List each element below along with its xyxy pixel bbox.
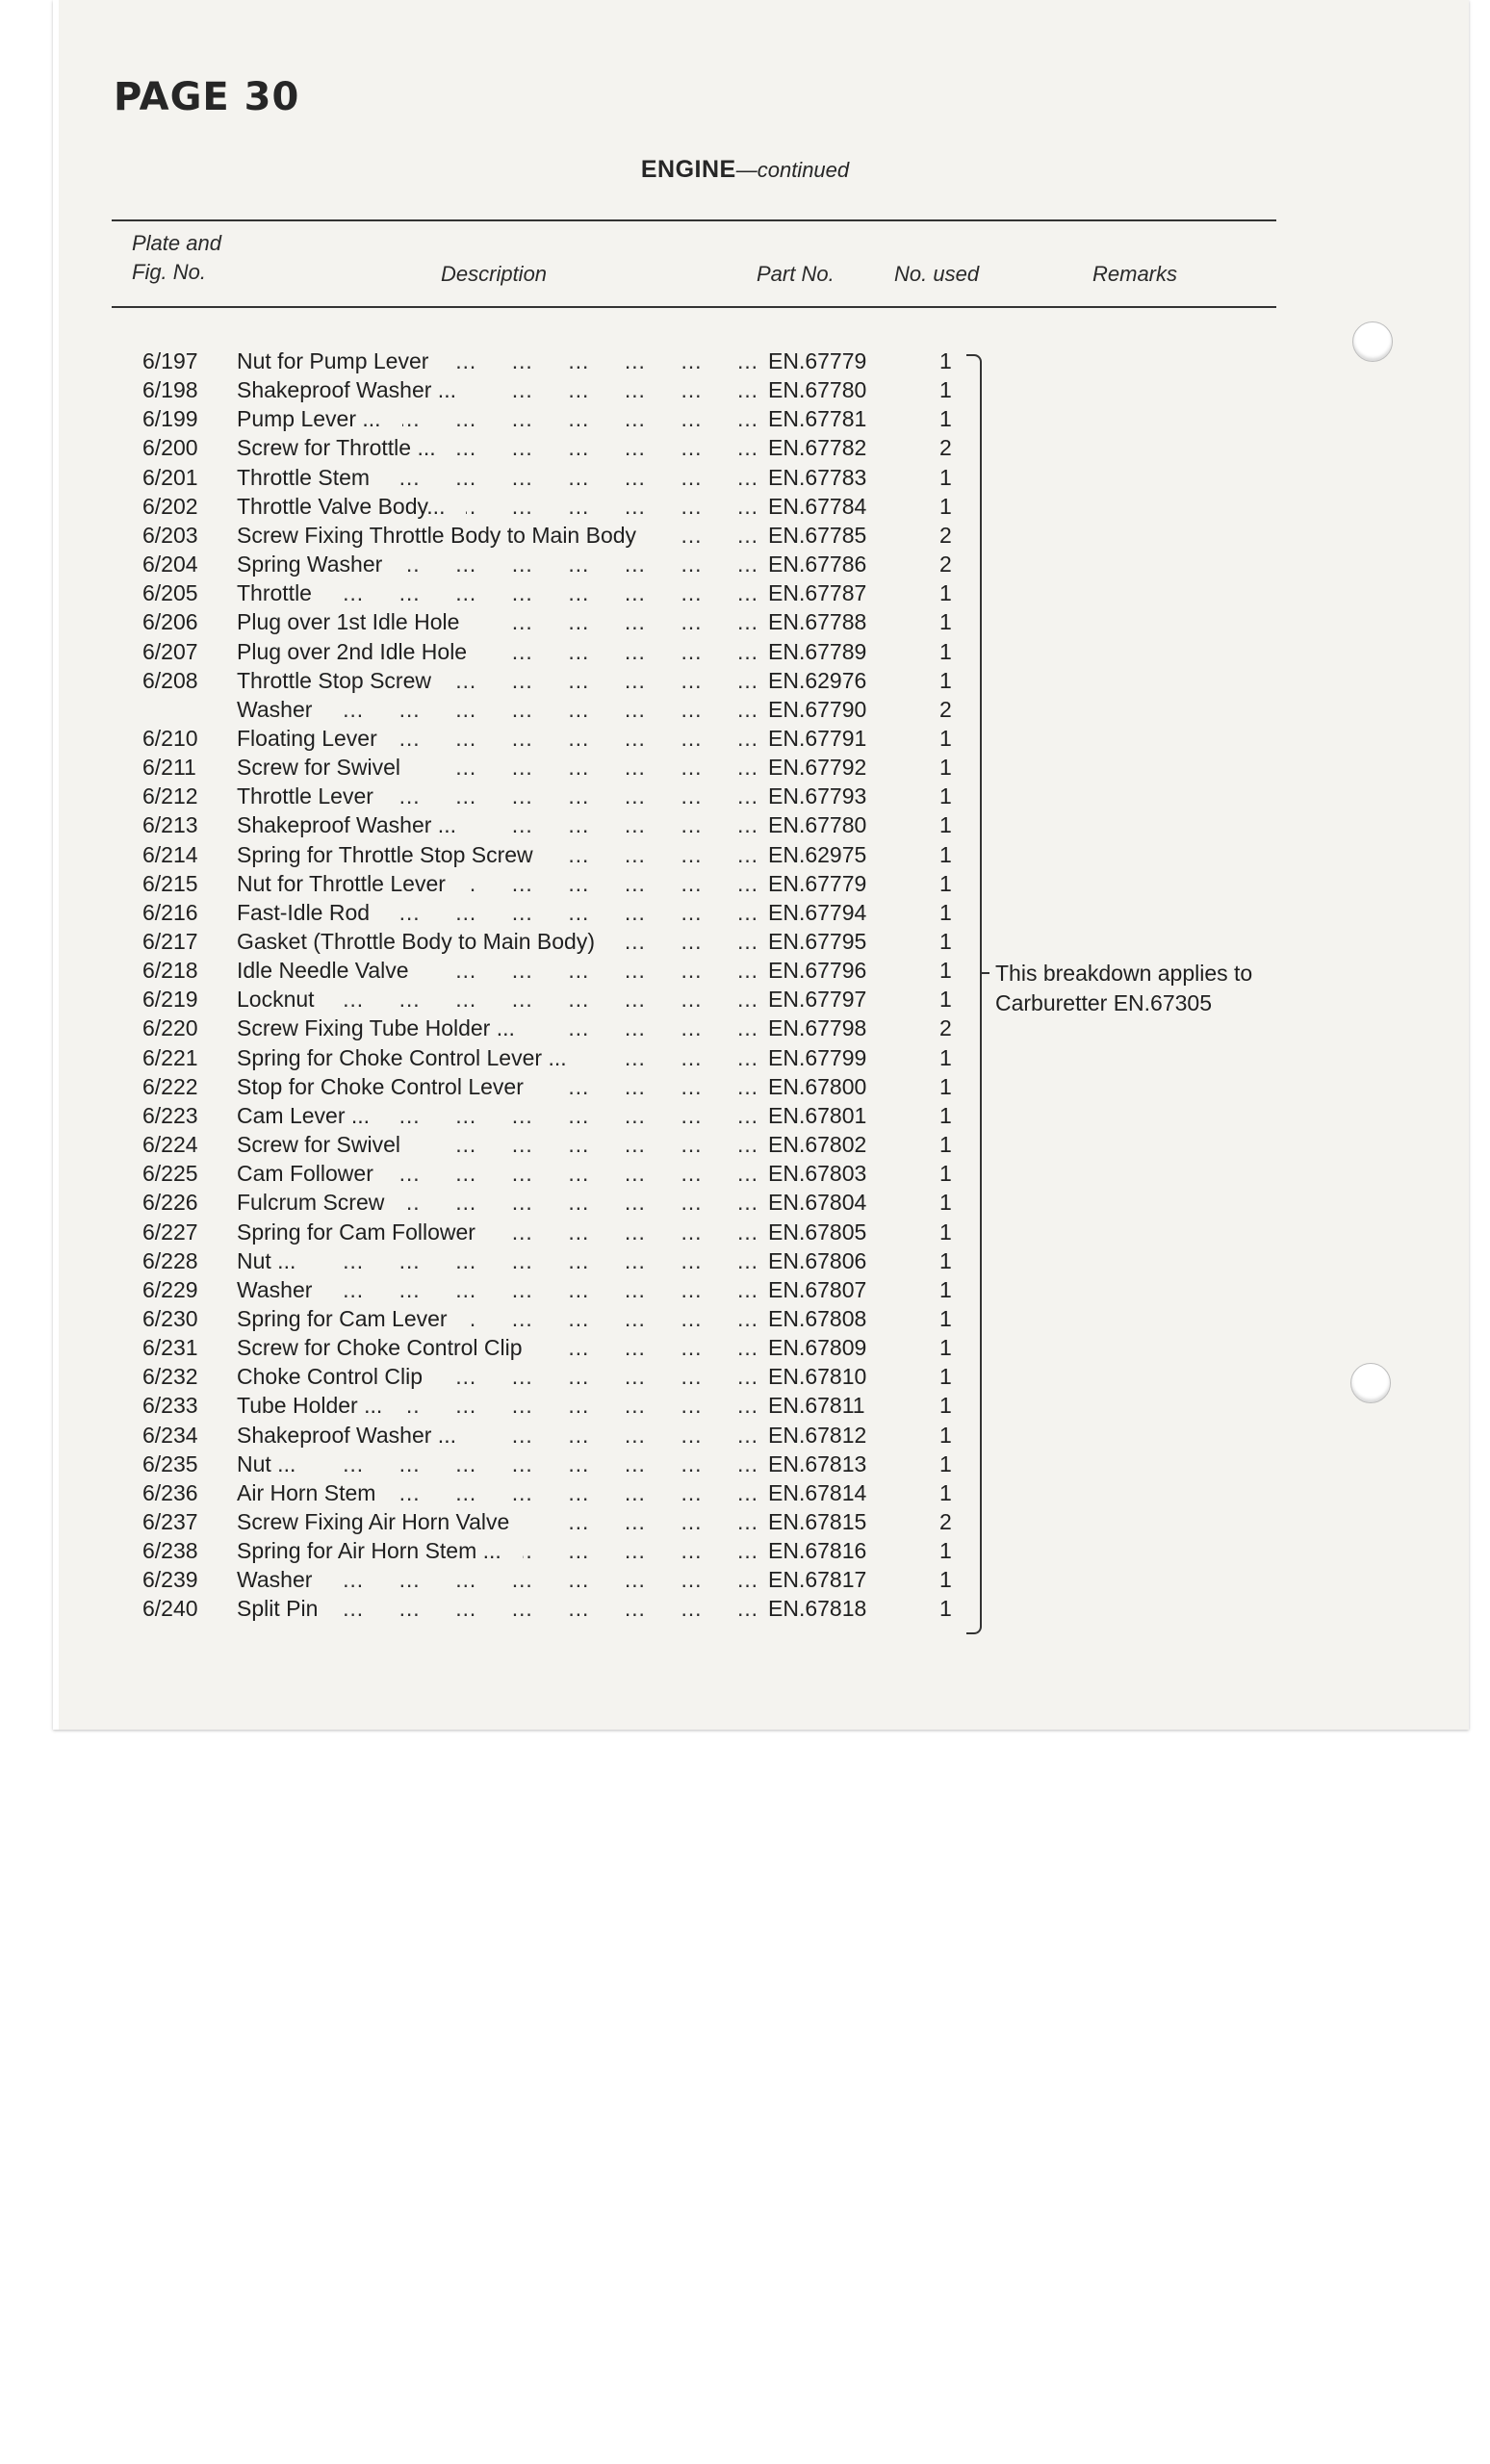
row-description: Screw for Choke Control Clip bbox=[237, 1335, 523, 1361]
row-leader-dots bbox=[452, 666, 760, 695]
table-row bbox=[0, 433, 1490, 462]
row-part-no: EN.67792 bbox=[768, 755, 867, 781]
row-description: Washer bbox=[237, 1276, 313, 1302]
row-description: Plug over 2nd Idle Hole bbox=[237, 638, 468, 664]
row-fig-no: 6/239 bbox=[142, 1567, 198, 1593]
table-row bbox=[0, 985, 1490, 1014]
row-leader-dots bbox=[402, 404, 760, 433]
row-part-no: EN.67818 bbox=[768, 1596, 867, 1622]
row-part-no: EN.67802 bbox=[768, 1132, 867, 1158]
row-no-used: 1 bbox=[939, 493, 952, 519]
row-part-no: EN.62976 bbox=[768, 667, 867, 693]
row-leader-dots bbox=[405, 1188, 760, 1217]
row-description: Gasket (Throttle Body to Main Body) bbox=[237, 929, 595, 954]
row-leader-dots bbox=[333, 695, 760, 724]
row-fig-no: 6/210 bbox=[142, 725, 198, 751]
row-fig-no: 6/203 bbox=[142, 522, 198, 548]
section-title-main: ENGINE bbox=[640, 156, 736, 183]
row-part-no: EN.67788 bbox=[768, 609, 867, 635]
table-row bbox=[0, 869, 1490, 898]
table-row bbox=[0, 1043, 1490, 1072]
row-part-no: EN.67780 bbox=[768, 377, 867, 403]
row-no-used: 1 bbox=[939, 1161, 952, 1187]
row-fig-no: 6/228 bbox=[142, 1247, 198, 1273]
row-no-used: 2 bbox=[939, 1015, 952, 1041]
header-part-no: Part No. bbox=[757, 262, 835, 286]
row-leader-dots bbox=[397, 1478, 760, 1507]
row-part-no: EN.67809 bbox=[768, 1335, 867, 1361]
row-no-used: 1 bbox=[939, 1596, 952, 1622]
row-leader-dots bbox=[477, 1421, 760, 1450]
row-leader-dots bbox=[457, 433, 760, 462]
row-part-no: EN.67807 bbox=[768, 1276, 867, 1302]
page-number: PAGE 30 bbox=[114, 75, 300, 119]
row-description: Throttle Stop Screw bbox=[237, 667, 431, 693]
row-description: Choke Control Clip bbox=[237, 1364, 424, 1390]
remarks-bracket bbox=[966, 354, 982, 1634]
row-no-used: 1 bbox=[939, 755, 952, 781]
row-part-no: EN.67793 bbox=[768, 783, 867, 809]
table-row bbox=[0, 1507, 1490, 1536]
row-no-used: 1 bbox=[939, 406, 952, 432]
row-part-no: EN.67805 bbox=[768, 1219, 867, 1245]
remarks-note bbox=[995, 959, 1252, 1018]
row-no-used: 1 bbox=[939, 1247, 952, 1273]
row-description: Nut ... bbox=[237, 1247, 296, 1273]
row-description: Shakeproof Washer ... bbox=[237, 1422, 456, 1448]
row-fig-no: 6/236 bbox=[142, 1479, 198, 1505]
row-part-no: EN.67806 bbox=[768, 1247, 867, 1273]
table-row bbox=[0, 1536, 1490, 1565]
punch-hole-top bbox=[1352, 321, 1393, 362]
row-part-no: EN.67811 bbox=[768, 1393, 865, 1419]
row-fig-no: 6/237 bbox=[142, 1509, 198, 1534]
row-fig-no: 6/229 bbox=[142, 1276, 198, 1302]
row-no-used: 1 bbox=[939, 1567, 952, 1593]
row-leader-dots bbox=[403, 1391, 760, 1420]
row-no-used: 1 bbox=[939, 1305, 952, 1331]
table-row bbox=[0, 346, 1490, 375]
table-row bbox=[0, 1333, 1490, 1362]
row-no-used: 1 bbox=[939, 812, 952, 838]
table-row bbox=[0, 1072, 1490, 1101]
header-no-used: No. used bbox=[894, 262, 980, 286]
row-no-used: 1 bbox=[939, 929, 952, 954]
row-description: Stop for Choke Control Lever bbox=[237, 1073, 524, 1099]
row-part-no: EN.67781 bbox=[768, 406, 867, 432]
row-part-no: EN.67814 bbox=[768, 1479, 867, 1505]
row-fig-no: 6/216 bbox=[142, 899, 198, 925]
table-row bbox=[0, 666, 1490, 695]
row-fig-no: 6/205 bbox=[142, 580, 198, 606]
table-row bbox=[0, 1391, 1490, 1420]
row-description: Pump Lever ... bbox=[237, 406, 381, 432]
row-no-used: 1 bbox=[939, 348, 952, 373]
header-top-rule bbox=[112, 219, 1276, 221]
row-part-no: EN.62975 bbox=[768, 841, 867, 867]
row-part-no: EN.67785 bbox=[768, 522, 867, 548]
row-no-used: 2 bbox=[939, 435, 952, 461]
table-row bbox=[0, 1450, 1490, 1478]
row-leader-dots bbox=[545, 1072, 760, 1101]
row-part-no: EN.67794 bbox=[768, 899, 867, 925]
row-leader-dots bbox=[339, 1594, 760, 1623]
row-leader-dots bbox=[554, 840, 760, 869]
row-leader-dots bbox=[391, 463, 760, 492]
row-part-no: EN.67790 bbox=[768, 696, 867, 722]
table-row bbox=[0, 782, 1490, 810]
row-leader-dots bbox=[333, 1275, 760, 1304]
row-no-used: 2 bbox=[939, 522, 952, 548]
row-leader-dots bbox=[469, 1304, 760, 1333]
row-fig-no: 6/220 bbox=[142, 1015, 198, 1041]
row-leader-dots bbox=[395, 782, 760, 810]
row-part-no: EN.67817 bbox=[768, 1567, 867, 1593]
row-no-used: 1 bbox=[939, 638, 952, 664]
row-no-used: 1 bbox=[939, 1102, 952, 1128]
row-description: Spring Washer bbox=[237, 552, 383, 578]
row-part-no: EN.67799 bbox=[768, 1044, 867, 1070]
remarks-bracket-tip bbox=[980, 972, 989, 974]
row-fig-no: 6/200 bbox=[142, 435, 198, 461]
row-fig-no: 6/199 bbox=[142, 406, 198, 432]
row-fig-no: 6/198 bbox=[142, 377, 198, 403]
row-no-used: 1 bbox=[939, 899, 952, 925]
row-leader-dots bbox=[477, 375, 760, 404]
row-leader-dots bbox=[422, 1130, 760, 1159]
row-leader-dots bbox=[588, 1043, 760, 1072]
row-description: Nut ... bbox=[237, 1450, 296, 1476]
row-part-no: EN.67784 bbox=[768, 493, 867, 519]
row-no-used: 1 bbox=[939, 377, 952, 403]
row-description: Cam Follower bbox=[237, 1161, 373, 1187]
table-row bbox=[0, 1218, 1490, 1246]
row-no-used: 1 bbox=[939, 464, 952, 490]
row-description: Screw for Swivel bbox=[237, 1132, 400, 1158]
table-row bbox=[0, 1275, 1490, 1304]
row-part-no: EN.67808 bbox=[768, 1305, 867, 1331]
row-leader-dots bbox=[450, 346, 760, 375]
row-description: Spring for Air Horn Stem ... bbox=[237, 1538, 501, 1564]
row-part-no: EN.67796 bbox=[768, 958, 867, 984]
row-fig-no: 6/225 bbox=[142, 1161, 198, 1187]
row-fig-no: 6/206 bbox=[142, 609, 198, 635]
row-leader-dots bbox=[317, 1450, 760, 1478]
row-fig-no: 6/215 bbox=[142, 870, 198, 896]
row-no-used: 1 bbox=[939, 987, 952, 1013]
row-leader-dots bbox=[333, 578, 760, 607]
row-no-used: 1 bbox=[939, 725, 952, 751]
row-no-used: 1 bbox=[939, 958, 952, 984]
row-no-used: 1 bbox=[939, 609, 952, 635]
table-row bbox=[0, 463, 1490, 492]
row-fig-no: 6/202 bbox=[142, 493, 198, 519]
row-leader-dots bbox=[444, 1362, 760, 1391]
row-fig-no: 6/230 bbox=[142, 1305, 198, 1331]
table-row bbox=[0, 404, 1490, 433]
row-no-used: 1 bbox=[939, 783, 952, 809]
table-row bbox=[0, 927, 1490, 956]
row-description: Nut for Pump Lever bbox=[237, 348, 429, 373]
table-row bbox=[0, 1159, 1490, 1188]
header-plate-fig bbox=[132, 229, 221, 287]
table-row bbox=[0, 492, 1490, 521]
row-description: Spring for Throttle Stop Screw bbox=[237, 841, 533, 867]
row-no-used: 1 bbox=[939, 1044, 952, 1070]
row-leader-dots bbox=[523, 1536, 760, 1565]
row-description: Screw Fixing Tube Holder ... bbox=[237, 1015, 515, 1041]
row-no-used: 1 bbox=[939, 580, 952, 606]
row-fig-no: 6/231 bbox=[142, 1335, 198, 1361]
row-description: Washer bbox=[237, 696, 313, 722]
table-row bbox=[0, 724, 1490, 753]
row-fig-no: 6/201 bbox=[142, 464, 198, 490]
table-row bbox=[0, 1421, 1490, 1450]
header-plate-line1: Plate and bbox=[132, 231, 221, 255]
row-description: Throttle Stem bbox=[237, 464, 371, 490]
row-fig-no: 6/234 bbox=[142, 1422, 198, 1448]
row-leader-dots bbox=[391, 1101, 760, 1130]
row-leader-dots bbox=[657, 521, 760, 550]
row-description: Cam Lever ... bbox=[237, 1102, 371, 1128]
table-row bbox=[0, 840, 1490, 869]
row-no-used: 1 bbox=[939, 1538, 952, 1564]
header-remarks: Remarks bbox=[1092, 262, 1178, 286]
table-row bbox=[0, 810, 1490, 839]
row-fig-no: 6/213 bbox=[142, 812, 198, 838]
row-part-no: EN.67787 bbox=[768, 580, 867, 606]
row-part-no: EN.67797 bbox=[768, 987, 867, 1013]
row-no-used: 1 bbox=[939, 667, 952, 693]
table-row bbox=[0, 375, 1490, 404]
row-leader-dots bbox=[530, 1507, 760, 1536]
row-description: Screw Fixing Air Horn Valve bbox=[237, 1509, 510, 1534]
row-part-no: EN.67810 bbox=[768, 1364, 867, 1390]
row-description: Spring for Cam Lever bbox=[237, 1305, 448, 1331]
row-description: Spring for Cam Follower bbox=[237, 1219, 475, 1245]
row-fig-no: 6/214 bbox=[142, 841, 198, 867]
punch-hole-bottom bbox=[1350, 1363, 1391, 1403]
table-row bbox=[0, 1304, 1490, 1333]
row-fig-no: 6/208 bbox=[142, 667, 198, 693]
row-leader-dots bbox=[422, 753, 760, 782]
row-description: Throttle bbox=[237, 580, 312, 606]
table-row bbox=[0, 695, 1490, 724]
row-part-no: EN.67789 bbox=[768, 638, 867, 664]
row-leader-dots bbox=[480, 607, 760, 636]
row-fig-no: 6/240 bbox=[142, 1596, 198, 1622]
row-description: Washer bbox=[237, 1567, 313, 1593]
row-no-used: 1 bbox=[939, 870, 952, 896]
row-leader-dots bbox=[477, 810, 760, 839]
row-description: Tube Holder ... bbox=[237, 1393, 383, 1419]
row-fig-no: 6/232 bbox=[142, 1364, 198, 1390]
row-leader-dots bbox=[430, 956, 760, 985]
row-no-used: 1 bbox=[939, 1190, 952, 1216]
row-no-used: 1 bbox=[939, 1219, 952, 1245]
row-part-no: EN.67812 bbox=[768, 1422, 867, 1448]
row-no-used: 1 bbox=[939, 1335, 952, 1361]
row-no-used: 1 bbox=[939, 1364, 952, 1390]
row-description: Throttle Lever bbox=[237, 783, 373, 809]
remarks-line1: This breakdown applies to bbox=[995, 961, 1253, 986]
header-bottom-rule bbox=[112, 306, 1276, 308]
row-description: Throttle Valve Body... bbox=[237, 493, 446, 519]
row-description: Floating Lever bbox=[237, 725, 377, 751]
row-no-used: 1 bbox=[939, 1450, 952, 1476]
table-row bbox=[0, 1246, 1490, 1275]
row-no-used: 2 bbox=[939, 1509, 952, 1534]
row-part-no: EN.67779 bbox=[768, 348, 867, 373]
row-leader-dots bbox=[333, 1565, 760, 1594]
row-no-used: 1 bbox=[939, 1073, 952, 1099]
row-description: Locknut bbox=[237, 987, 315, 1013]
row-description: Fast-Idle Rod bbox=[237, 899, 371, 925]
row-part-no: EN.67779 bbox=[768, 870, 867, 896]
row-description: Air Horn Stem bbox=[237, 1479, 376, 1505]
row-no-used: 1 bbox=[939, 1479, 952, 1505]
row-fig-no: 6/238 bbox=[142, 1538, 198, 1564]
row-fig-no: 6/227 bbox=[142, 1219, 198, 1245]
row-part-no: EN.67801 bbox=[768, 1102, 867, 1128]
row-fig-no: 6/221 bbox=[142, 1044, 198, 1070]
row-description: Shakeproof Washer ... bbox=[237, 377, 456, 403]
row-fig-no: 6/224 bbox=[142, 1132, 198, 1158]
row-leader-dots bbox=[391, 898, 760, 927]
table-row bbox=[0, 956, 1490, 985]
row-leader-dots bbox=[467, 869, 760, 898]
row-no-used: 1 bbox=[939, 1422, 952, 1448]
row-description: Idle Needle Valve bbox=[237, 958, 409, 984]
row-no-used: 1 bbox=[939, 1132, 952, 1158]
row-description: Shakeproof Washer ... bbox=[237, 812, 456, 838]
table-row bbox=[0, 1362, 1490, 1391]
row-description: Nut for Throttle Lever bbox=[237, 870, 446, 896]
row-no-used: 1 bbox=[939, 1393, 952, 1419]
row-part-no: EN.67798 bbox=[768, 1015, 867, 1041]
row-part-no: EN.67815 bbox=[768, 1509, 867, 1534]
row-leader-dots bbox=[497, 1218, 760, 1246]
table-row bbox=[0, 1478, 1490, 1507]
table-row bbox=[0, 898, 1490, 927]
row-description: Screw for Throttle ... bbox=[237, 435, 436, 461]
row-no-used: 2 bbox=[939, 696, 952, 722]
row-part-no: EN.67800 bbox=[768, 1073, 867, 1099]
table-row bbox=[0, 1014, 1490, 1042]
row-part-no: EN.67783 bbox=[768, 464, 867, 490]
table-row bbox=[0, 1130, 1490, 1159]
table-row bbox=[0, 1565, 1490, 1594]
row-leader-dots bbox=[616, 927, 760, 956]
row-no-used: 2 bbox=[939, 552, 952, 578]
table-row bbox=[0, 753, 1490, 782]
remarks-line2: Carburetter EN.67305 bbox=[995, 990, 1213, 1015]
section-title-continued: —continued bbox=[735, 158, 850, 182]
table-row bbox=[0, 1188, 1490, 1217]
row-part-no: EN.67803 bbox=[768, 1161, 867, 1187]
row-leader-dots bbox=[403, 550, 760, 578]
header-description: Description bbox=[441, 262, 548, 286]
row-fig-no: 6/212 bbox=[142, 783, 198, 809]
table-row bbox=[0, 550, 1490, 578]
row-part-no: EN.67816 bbox=[768, 1538, 867, 1564]
row-fig-no: 6/204 bbox=[142, 552, 198, 578]
table-row bbox=[0, 637, 1490, 666]
row-leader-dots bbox=[536, 1014, 760, 1042]
row-part-no: EN.67795 bbox=[768, 929, 867, 954]
row-description: Screw Fixing Throttle Body to Main Body bbox=[237, 522, 637, 548]
row-leader-dots bbox=[466, 492, 760, 521]
row-leader-dots bbox=[395, 1159, 760, 1188]
row-leader-dots bbox=[398, 724, 760, 753]
row-fig-no: 6/233 bbox=[142, 1393, 198, 1419]
table-row bbox=[0, 521, 1490, 550]
header-plate-line2: Fig. No. bbox=[132, 260, 207, 284]
section-title bbox=[0, 156, 1490, 184]
table-row bbox=[0, 578, 1490, 607]
row-fig-no: 6/218 bbox=[142, 958, 198, 984]
row-part-no: EN.67782 bbox=[768, 435, 867, 461]
row-part-no: EN.67804 bbox=[768, 1190, 867, 1216]
row-description: Screw for Swivel bbox=[237, 755, 400, 781]
row-description: Fulcrum Screw bbox=[237, 1190, 385, 1216]
row-description: Spring for Choke Control Lever ... bbox=[237, 1044, 567, 1070]
row-fig-no: 6/211 bbox=[142, 755, 196, 781]
table-row bbox=[0, 1594, 1490, 1623]
row-fig-no: 6/235 bbox=[142, 1450, 198, 1476]
row-fig-no: 6/207 bbox=[142, 638, 198, 664]
row-fig-no: 6/219 bbox=[142, 987, 198, 1013]
row-description: Plug over 1st Idle Hole bbox=[237, 609, 460, 635]
row-leader-dots bbox=[544, 1333, 760, 1362]
row-leader-dots bbox=[317, 1246, 760, 1275]
row-fig-no: 6/217 bbox=[142, 929, 198, 954]
table-row bbox=[0, 607, 1490, 636]
table-row bbox=[0, 1101, 1490, 1130]
row-part-no: EN.67780 bbox=[768, 812, 867, 838]
row-fig-no: 6/197 bbox=[142, 348, 198, 373]
row-part-no: EN.67813 bbox=[768, 1450, 867, 1476]
row-fig-no: 6/222 bbox=[142, 1073, 198, 1099]
row-leader-dots bbox=[336, 985, 760, 1014]
row-fig-no: 6/226 bbox=[142, 1190, 198, 1216]
row-description: Split Pin bbox=[237, 1596, 319, 1622]
row-part-no: EN.67786 bbox=[768, 552, 867, 578]
row-no-used: 1 bbox=[939, 841, 952, 867]
row-leader-dots bbox=[488, 637, 760, 666]
row-part-no: EN.67791 bbox=[768, 725, 867, 751]
row-no-used: 1 bbox=[939, 1276, 952, 1302]
row-fig-no: 6/223 bbox=[142, 1102, 198, 1128]
